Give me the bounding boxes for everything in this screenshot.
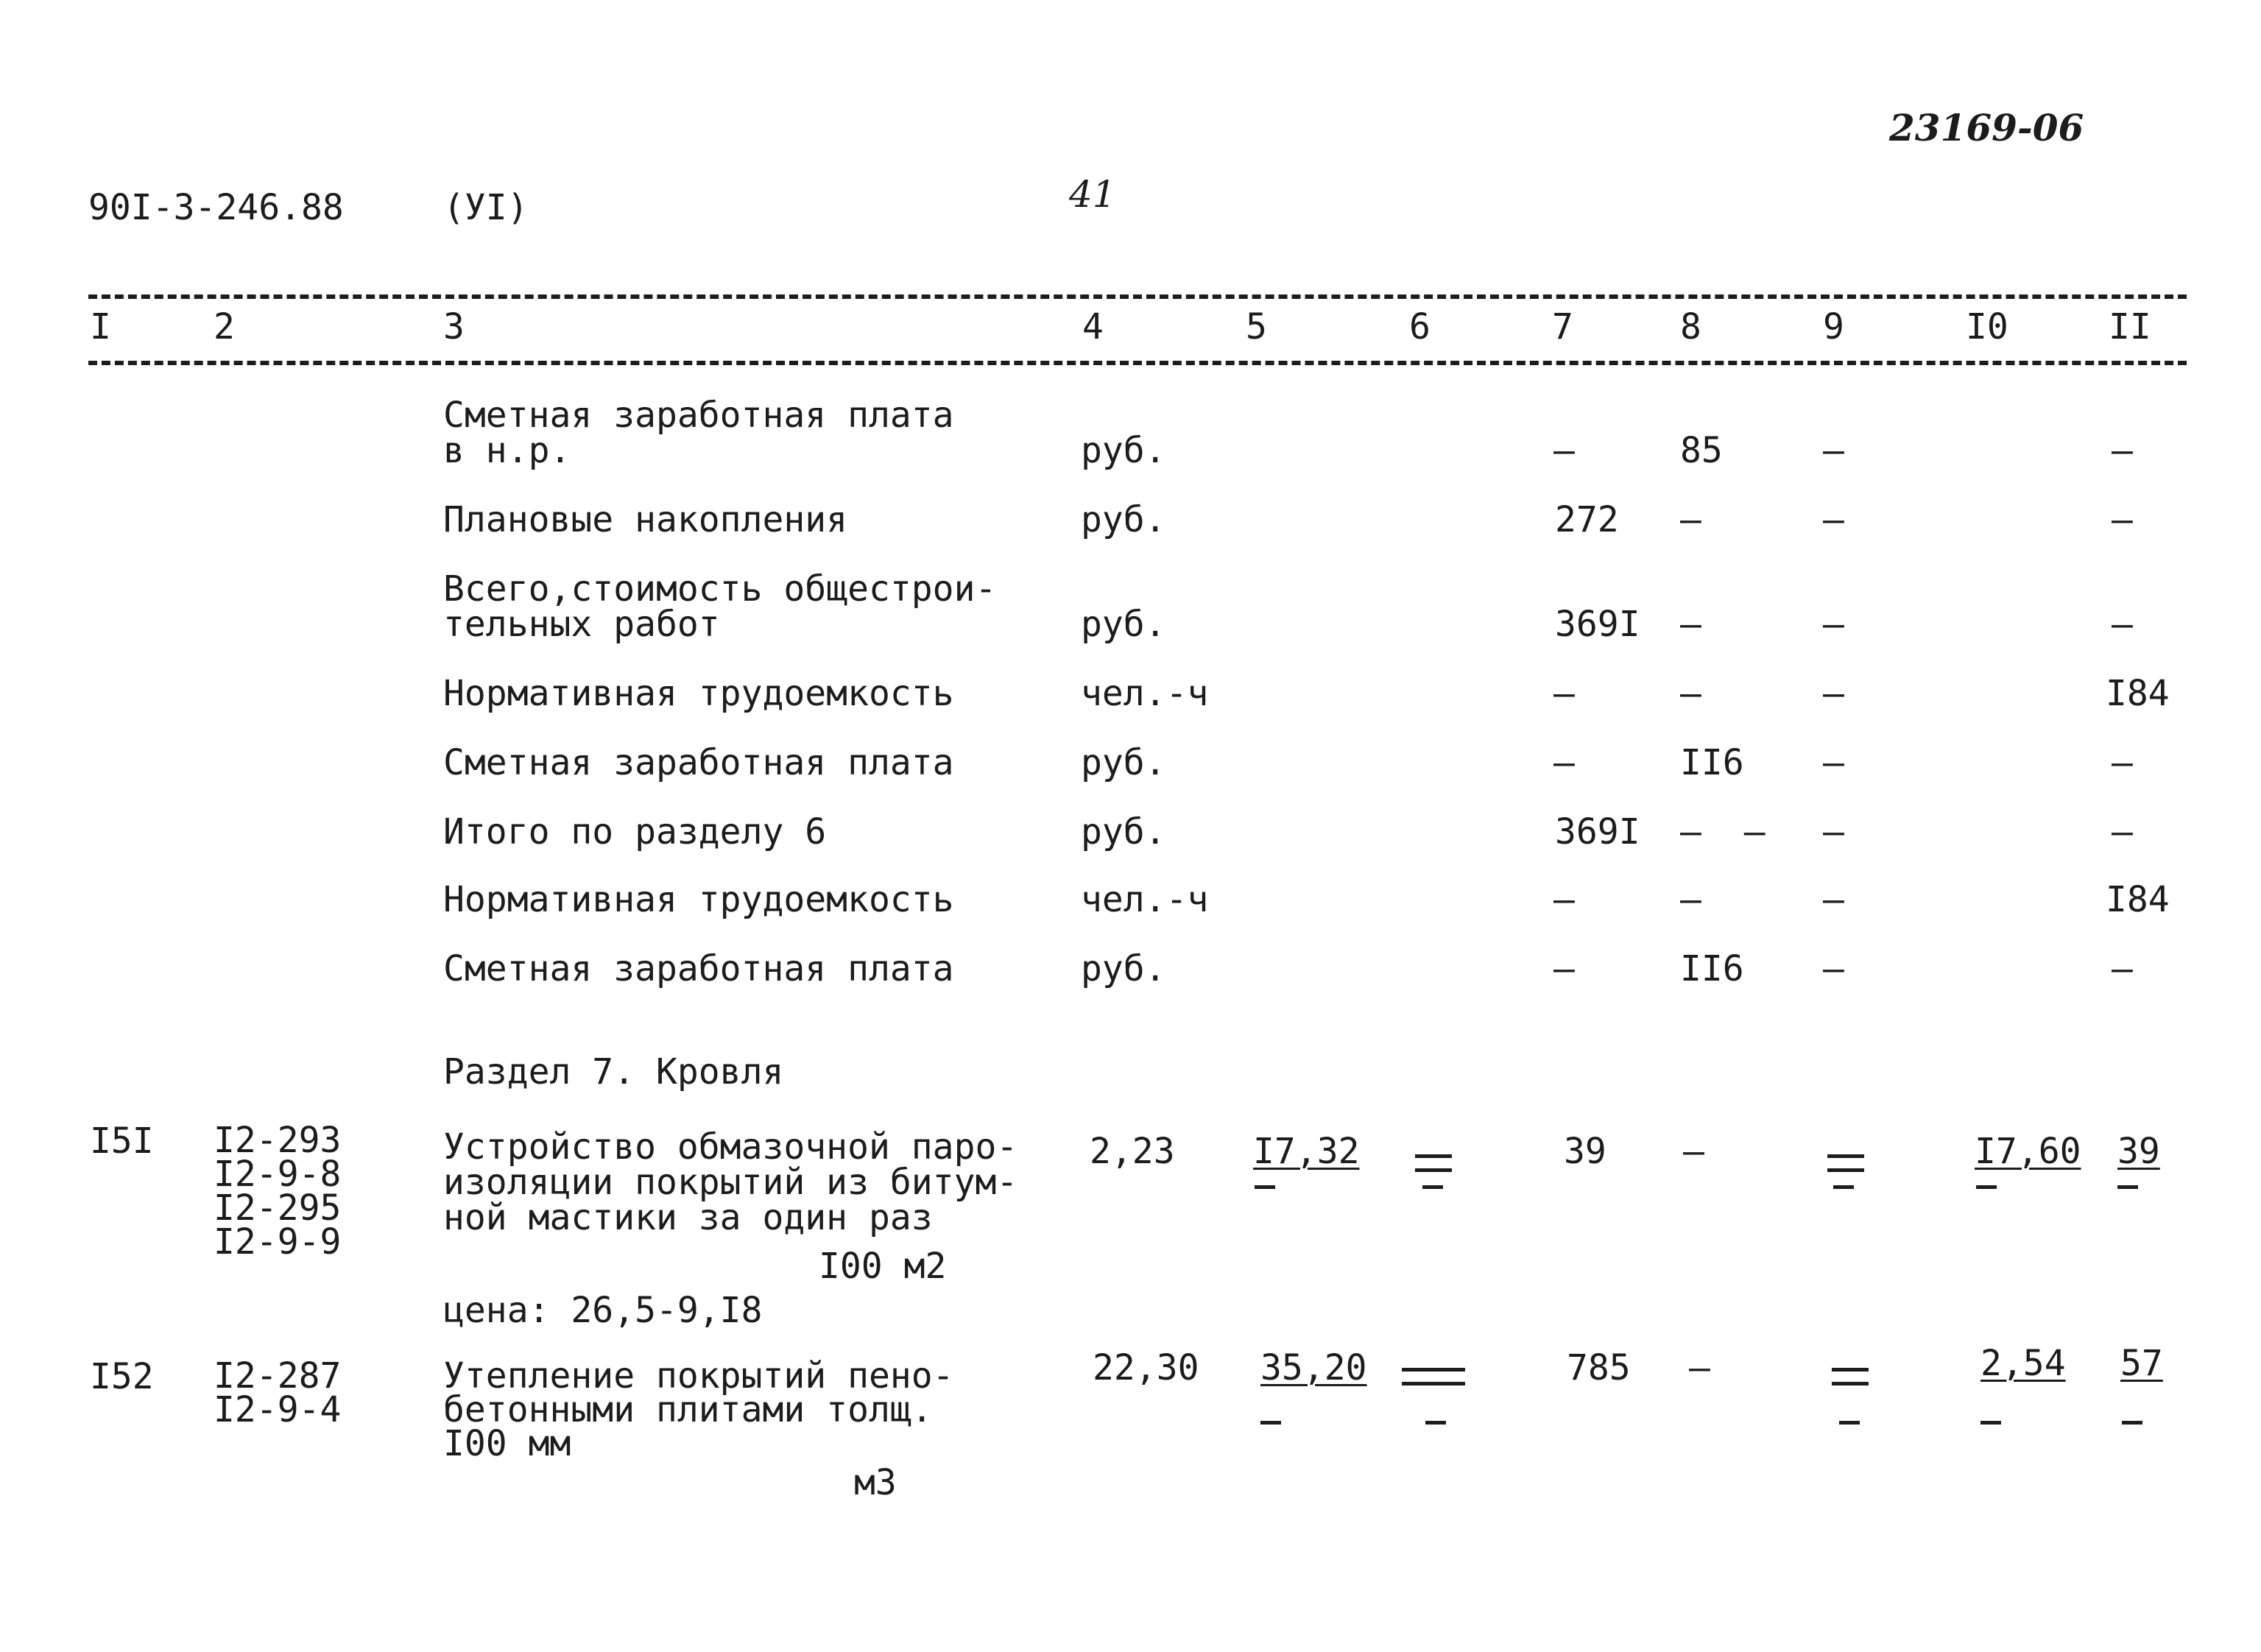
cell-col9: – — [1823, 604, 1844, 645]
cell-col6-dash — [1422, 1185, 1443, 1189]
table-top-rule — [88, 294, 2187, 299]
row-unit: руб. — [1081, 499, 1166, 540]
cell-col7: 272 — [1555, 499, 1619, 540]
cell-col7: 369I — [1555, 811, 1640, 853]
cell-col9: – — [1823, 430, 1844, 471]
cell-col7: 369I — [1555, 604, 1640, 645]
cell-col9-dash — [1833, 1185, 1854, 1189]
cell-col9: – — [1823, 673, 1844, 714]
cell-col5: 35,20 — [1260, 1347, 1367, 1388]
cell-col9-equals — [1832, 1368, 1869, 1396]
column-header-2: 2 — [214, 306, 235, 347]
cell-col9: – — [1823, 948, 1844, 989]
cell-col11: – — [2112, 604, 2133, 645]
column-header-1: I — [90, 306, 111, 347]
column-header-10: I0 — [1966, 306, 2008, 347]
cell-col11: – — [2112, 430, 2133, 471]
cell-col5-dash — [1260, 1421, 1281, 1425]
item-codes: I2-287 I2-9-4 — [214, 1355, 342, 1430]
cell-col8: – — [1680, 604, 1701, 645]
cell-col7: 39 — [1564, 1131, 1606, 1172]
column-header-7: 7 — [1552, 306, 1573, 347]
cell-col11: – — [2112, 811, 2133, 853]
cell-col8: – — [1683, 1131, 1704, 1172]
row-unit: чел.-ч — [1081, 673, 1209, 714]
cell-col8: – — [1680, 673, 1701, 714]
cell-col11: 39 — [2117, 1131, 2160, 1172]
section-title: Раздел 7. Кровля — [443, 1051, 784, 1092]
archive-stamp: 23169-06 — [1889, 106, 2084, 149]
cell-col10-dash — [1976, 1185, 1997, 1189]
cell-col6-dash — [1425, 1421, 1446, 1425]
row-unit: руб. — [1081, 430, 1166, 471]
column-header-5: 5 — [1246, 306, 1267, 347]
cell-col5-dash — [1255, 1185, 1275, 1189]
cell-col9-dash — [1839, 1421, 1860, 1425]
cell-col5: I7,32 — [1253, 1131, 1360, 1172]
row-description: Плановые накопления — [443, 499, 848, 540]
row-description: Сметная заработная плата в н.р. — [443, 395, 954, 471]
page-number: 41 — [1069, 173, 1116, 216]
cell-col10: 2,54 — [1980, 1343, 2066, 1384]
cell-col9: – — [1823, 879, 1844, 920]
cell-col7: 785 — [1567, 1347, 1631, 1388]
item-number: I52 — [90, 1356, 154, 1397]
item-unit: м3 — [854, 1462, 897, 1503]
row-description: Сметная заработная плата — [443, 742, 954, 783]
column-header-4: 4 — [1082, 306, 1104, 347]
cell-col8: II6 — [1680, 742, 1744, 783]
cell-col8: – — [1689, 1347, 1710, 1388]
cell-col4: 2,23 — [1090, 1131, 1175, 1172]
row-unit: чел.-ч — [1081, 879, 1209, 920]
cell-col11: 57 — [2120, 1343, 2163, 1384]
volume-number: (УI) — [443, 187, 529, 228]
cell-col9-equals — [1827, 1154, 1864, 1182]
item-description: Устройство обмазочной паро- изоляции покрытий из битум- ной мастики за один раз — [443, 1126, 1018, 1238]
row-unit: руб. — [1081, 742, 1166, 783]
cell-col11: I84 — [2106, 673, 2170, 714]
cell-col7: – — [1553, 879, 1575, 920]
cell-col9: – — [1823, 742, 1844, 783]
cell-col11: – — [2112, 742, 2133, 783]
cell-col6-equals — [1415, 1154, 1452, 1182]
cell-col8: – — [1680, 879, 1701, 920]
cell-col8: II6 — [1680, 948, 1744, 989]
item-description: Утепление покрытий пено- бетонными плитами толщ. I00 мм — [443, 1355, 954, 1464]
cell-col10: I7,60 — [1975, 1131, 2081, 1172]
column-header-8: 8 — [1680, 306, 1701, 347]
document-code: 90I-3-246.88 — [88, 187, 344, 228]
cell-col6-equals — [1402, 1368, 1465, 1396]
row-description: Сметная заработная плата — [443, 948, 954, 989]
column-header-11: II — [2109, 306, 2151, 347]
cell-col7: – — [1553, 673, 1575, 714]
cell-col11: – — [2112, 948, 2133, 989]
column-header-6: 6 — [1409, 306, 1431, 347]
cell-col7: – — [1553, 430, 1575, 471]
item-number: I5I — [90, 1120, 154, 1162]
row-description: Итого по разделу 6 — [443, 811, 827, 853]
cell-col8: – – — [1680, 811, 1766, 853]
column-header-3: 3 — [443, 306, 465, 347]
cell-col11: – — [2112, 499, 2133, 540]
cell-col11-dash — [2117, 1185, 2138, 1189]
cell-col4: 22,30 — [1093, 1347, 1199, 1388]
item-codes: I2-293 I2-9-8 I2-295 I2-9-9 — [214, 1120, 342, 1263]
item-price: цена: 26,5-9,I8 — [443, 1290, 763, 1331]
cell-col7: – — [1553, 742, 1575, 783]
cell-col9: – — [1823, 811, 1844, 853]
cell-col10-dash — [1980, 1421, 2001, 1425]
table-header-rule — [88, 361, 2187, 365]
cell-col8: – — [1680, 499, 1701, 540]
cell-col11: I84 — [2106, 879, 2170, 920]
row-description: Нормативная трудоемкость — [443, 673, 954, 714]
row-description: Нормативная трудоемкость — [443, 879, 954, 920]
item-unit: I00 м2 — [819, 1246, 947, 1287]
cell-col8: 85 — [1680, 430, 1723, 471]
row-unit: руб. — [1081, 604, 1166, 645]
row-description: Всего,стоимость общестрои- тельных работ — [443, 568, 997, 645]
cell-col9: – — [1823, 499, 1844, 540]
column-header-9: 9 — [1823, 306, 1844, 347]
cell-col7: – — [1553, 948, 1575, 989]
row-unit: руб. — [1081, 811, 1166, 853]
cell-col11-dash — [2122, 1421, 2142, 1425]
row-unit: руб. — [1081, 948, 1166, 989]
